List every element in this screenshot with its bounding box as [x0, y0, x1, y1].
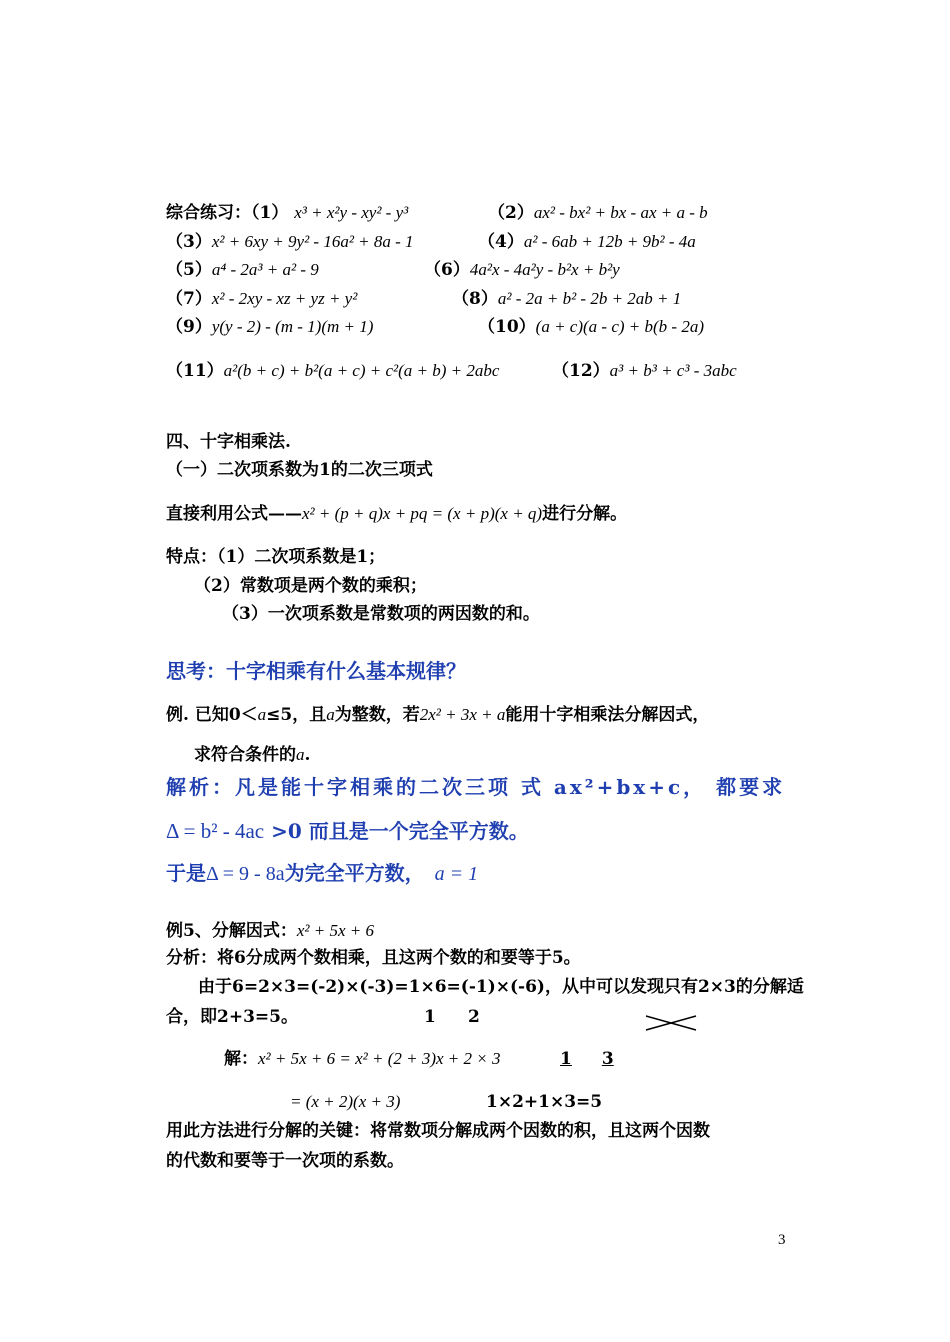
- solution-expression: = (x + 2)(x + 3): [290, 1092, 401, 1111]
- example-text: .: [304, 745, 311, 765]
- exercise-6: [424, 259, 620, 281]
- analysis-text: >0 而且是一个完全平方数。: [271, 819, 529, 843]
- exercise-number: （4）: [478, 232, 524, 252]
- solution-line-2: [290, 1091, 400, 1113]
- example-text: 求符合条件的: [194, 745, 296, 765]
- formula-prefix: 直接利用公式——: [166, 504, 302, 524]
- formula: x² + (p + q)x + pq = (x + p)(x + q): [302, 504, 543, 523]
- solution-label: 解：: [224, 1049, 258, 1069]
- think-title: 思考：十字相乘有什么基本规律？: [166, 659, 466, 683]
- example-line-1: [166, 704, 709, 726]
- cross-multiply-diagram: [644, 1012, 698, 1034]
- cross-bottom-1: 1: [560, 1049, 572, 1069]
- example5-analysis: 分析：将6分成两个数相乘，且这两个数的和要等于5。: [166, 948, 581, 968]
- exercise-expression: y(y - 2) - (m - 1)(m + 1): [211, 317, 374, 336]
- exercise-number: （3）: [166, 232, 212, 252]
- exercise-expression: 4a²x - 4a²y - b²x + b²y: [469, 260, 620, 279]
- variable-a: a: [296, 745, 305, 764]
- delta-expression: Δ = 9 - 8a: [206, 863, 285, 885]
- exercise-number: （11）: [166, 361, 224, 381]
- exercise-9: [166, 316, 373, 338]
- analysis-line-2: [166, 818, 529, 844]
- example-line-2: [194, 744, 310, 766]
- formula-line: [166, 503, 627, 525]
- exercise-number: （7）: [166, 289, 212, 309]
- exercise-10: [478, 316, 704, 338]
- exercise-number: （8）: [452, 289, 498, 309]
- section-heading: 四、十字相乘法.: [166, 432, 291, 452]
- section-subheading: （一）二次项系数为1的二次三项式: [166, 460, 433, 480]
- example-text: 为整数，若: [334, 705, 420, 725]
- exercise-5: [166, 259, 319, 281]
- exercise-11: [166, 360, 499, 382]
- example5-reason-2: 合，即2+3=5。: [166, 1007, 298, 1027]
- exercise-8: [452, 288, 681, 310]
- cross-top-1: 1: [424, 1007, 436, 1027]
- result-expression: a = 1: [434, 863, 479, 885]
- exercise-2: [488, 202, 708, 224]
- example5-expression: x² + 5x + 6: [296, 921, 374, 940]
- delta-expression: Δ = b² - 4ac: [166, 819, 265, 843]
- exercise-expression: a⁴ - 2a³ + a² - 9: [211, 260, 319, 279]
- exercise-expression: a² - 6ab + 12b + 9b² - 4a: [523, 232, 696, 251]
- example-text: ≤5，且: [266, 705, 327, 725]
- exercise-expression: x² - 2xy - xz + yz + y²: [211, 289, 358, 308]
- page-number: 3: [778, 1232, 786, 1248]
- cross-bottom-row: [554, 1048, 622, 1070]
- exercise-expression: a² - 2a + b² - 2b + 2ab + 1: [497, 289, 682, 308]
- variable-a: a: [326, 705, 335, 724]
- example5-title-line: [166, 920, 374, 942]
- exercise-expression: (a + c)(a - c) + b(b - 2a): [535, 317, 704, 336]
- example-text: 能用十字相乘法分解因式，: [505, 705, 710, 725]
- exercise-number: （9）: [166, 317, 212, 337]
- exercise-expression: a³ + b³ + c³ - 3abc: [609, 361, 737, 380]
- formula-suffix: 进行分解。: [542, 504, 628, 524]
- cross-bottom-2: 3: [601, 1049, 614, 1069]
- exercise-4: [478, 231, 696, 253]
- exercise-number: （12）: [552, 361, 610, 381]
- exercise-expression: x² + 6xy + 9y² - 16a² + 8a - 1: [211, 232, 414, 251]
- key-line-1: 用此方法进行分解的关键：将常数项分解成两个因数的积，且这两个因数: [166, 1121, 710, 1141]
- exercise-number: （1）: [251, 203, 289, 223]
- variable-a: a: [257, 705, 267, 724]
- exercise-number: （5）: [166, 260, 212, 280]
- analysis-text: 为完全平方数，: [284, 861, 425, 885]
- key-line-2: 的代数和要等于一次项的系数。: [166, 1151, 404, 1171]
- solution-expression: x² + 5x + 6 = x² + (2 + 3)x + 2 × 3: [258, 1049, 501, 1068]
- feature-2: （2）常数项是两个数的乘积；: [194, 576, 427, 596]
- cross-top-2: 2: [468, 1007, 480, 1027]
- example5-reason-1: 由于6=2×3=(-2)×(-3)=1×6=(-1)×(-6)，从中可以发现只有2×3的分解适: [198, 977, 804, 997]
- analysis-text: 于是: [166, 861, 206, 885]
- solution-line-1: [224, 1048, 501, 1070]
- exercise-12: [552, 360, 737, 382]
- feature-3: （3）一次项系数是常数项的两因数的和。: [222, 604, 540, 624]
- example-expression: 2x² + 3x + a: [419, 705, 506, 724]
- example5-title: 例5、分解因式：: [166, 921, 297, 941]
- exercise-3: [166, 231, 414, 253]
- exercise-expression: a²(b + c) + b²(a + c) + c²(a + b) + 2abc: [223, 361, 500, 380]
- analysis-line-3: [166, 860, 478, 887]
- analysis-line-1: 解析：凡是能十字相乘的二次三项 式 ax²+bx+c， 都要求: [166, 775, 786, 799]
- feature-1: 特点：（1）二次项系数是1；: [166, 547, 386, 567]
- exercise-expression: ax² - bx² + bx - ax + a - b: [533, 203, 708, 222]
- cross-check: 1×2+1×3=5: [486, 1092, 603, 1112]
- exercise-number: （10）: [478, 317, 536, 337]
- exercises-title: 综合练习：: [166, 203, 251, 223]
- exercise-number: （2）: [488, 203, 534, 223]
- exercise-number: （6）: [424, 260, 470, 280]
- exercise-row-1: [166, 202, 408, 224]
- exercise-expression: x³ + x²y - xy² - y³: [294, 203, 409, 222]
- exercise-7: [166, 288, 357, 310]
- example-text: 例. 已知0＜: [166, 705, 258, 725]
